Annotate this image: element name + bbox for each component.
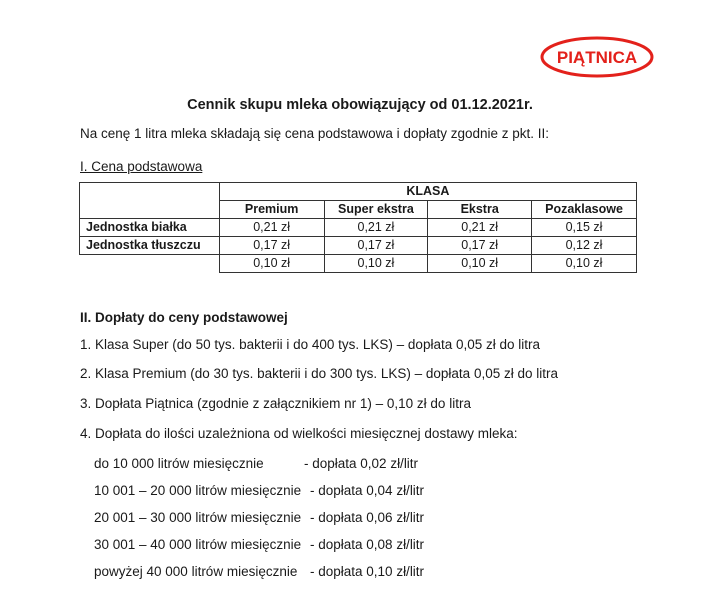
row-label: Jednostka tłuszczu [80, 237, 220, 255]
table-cell: 0,10 zł [324, 255, 428, 273]
table-group-header: KLASA [219, 183, 636, 201]
tier-range: 30 001 – 40 000 litrów miesięcznie [94, 537, 302, 552]
table-cell: 0,10 zł [219, 255, 324, 273]
tier-bonus: - dopłata 0,04 zł/litr [310, 483, 425, 498]
table-cell: 0,10 zł [428, 255, 532, 273]
price-table [79, 182, 637, 273]
bonus-item: 4. Dopłata do ilości uzależniona od wielkości miesięcznej dostawy mleka: [80, 426, 518, 441]
table-cell: 0,17 zł [324, 237, 428, 255]
table-cell: 0,12 zł [532, 237, 637, 255]
row-label: Jednostka białka [80, 219, 220, 237]
tier-bonus: - dopłata 0,02 zł/litr [304, 456, 419, 471]
svg-text:PIĄTNICA: PIĄTNICA [556, 48, 638, 67]
table-cell: 0,21 zł [219, 219, 324, 237]
bonus-item: 3. Dopłata Piątnica (zgodnie z załącznikiem nr 1) – 0,10 zł do litra [80, 396, 471, 411]
page-title: Cennik skupu mleka obowiązujący od 01.12.2021r. [187, 97, 533, 113]
tier-bonus: - dopłata 0,10 zł/litr [310, 564, 425, 579]
table-group-header-row [80, 183, 637, 201]
table-row [80, 255, 637, 273]
table-cell: 0,21 zł [428, 219, 532, 237]
section-1-heading: I. Cena podstawowa [80, 159, 203, 174]
tier-range: do 10 000 litrów miesięcznie [94, 456, 264, 471]
column-header: Pozaklasowe [532, 201, 637, 219]
section-2-heading: II. Dopłaty do ceny podstawowej [80, 310, 288, 325]
table-cell: 0,17 zł [428, 237, 532, 255]
column-header: Premium [219, 201, 324, 219]
tier-range: 20 001 – 30 000 litrów miesięcznie [94, 510, 302, 525]
tier-range: 10 001 – 20 000 litrów miesięcznie [94, 483, 302, 498]
column-header: Super ekstra [324, 201, 428, 219]
table-cell: 0,21 zł [324, 219, 428, 237]
row-label [80, 255, 220, 273]
intro-text: Na cenę 1 litra mleka składają się cena podstawowa i dopłaty zgodnie z pkt. II: [80, 126, 550, 141]
bonus-item: 1. Klasa Super (do 50 tys. bakterii i do 400 tys. LKS) – dopłata 0,05 zł do litra [80, 337, 541, 352]
piatnica-logo [540, 36, 654, 78]
column-header: Ekstra [428, 201, 532, 219]
table-row [80, 219, 637, 237]
table-cell: 0,10 zł [532, 255, 637, 273]
tier-range: powyżej 40 000 litrów miesięcznie [94, 564, 298, 579]
tier-bonus: - dopłata 0,08 zł/litr [310, 537, 425, 552]
tier-bonus: - dopłata 0,06 zł/litr [310, 510, 425, 525]
bonus-item: 2. Klasa Premium (do 30 tys. bakterii i do 300 tys. LKS) – dopłata 0,05 zł do litra [80, 366, 558, 381]
table-header-row [80, 201, 637, 219]
table-cell: 0,17 zł [219, 237, 324, 255]
table-row [80, 237, 637, 255]
table-cell: 0,15 zł [532, 219, 637, 237]
